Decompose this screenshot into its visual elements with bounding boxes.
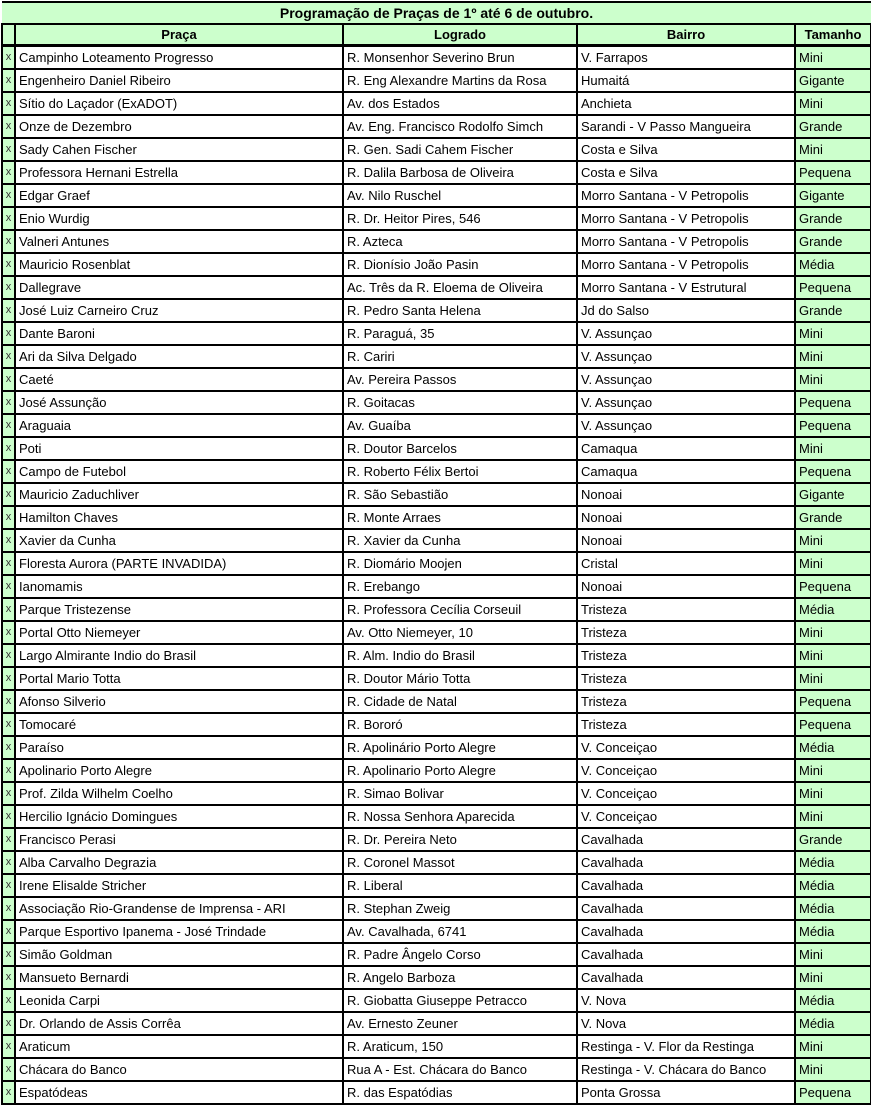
- row-marker-cell[interactable]: x: [2, 759, 15, 782]
- table-row: [2, 529, 871, 552]
- logradouro-cell: R. Azteca: [343, 230, 577, 253]
- logradouro-cell: R. Giobatta Giuseppe Petracco: [343, 989, 577, 1012]
- bairro-cell: Tristeza: [577, 644, 795, 667]
- tamanho-cell: Média: [795, 989, 871, 1012]
- row-marker-cell[interactable]: x: [2, 1012, 15, 1035]
- bairro-cell: V. Conceiçao: [577, 736, 795, 759]
- table-row: [2, 1035, 871, 1058]
- praca-cell: Dr. Orlando de Assis Corrêa: [15, 1012, 343, 1035]
- praca-cell: Simão Goldman: [15, 943, 343, 966]
- tamanho-cell: Pequena: [795, 276, 871, 299]
- table-row: [2, 69, 871, 92]
- bairro-cell: Morro Santana - V Petropolis: [577, 184, 795, 207]
- tamanho-cell: Pequena: [795, 460, 871, 483]
- praca-cell: Mansueto Bernardi: [15, 966, 343, 989]
- row-marker-cell[interactable]: x: [2, 92, 15, 115]
- logradouro-cell: R. Dr. Pereira Neto: [343, 828, 577, 851]
- bairro-cell: Tristeza: [577, 713, 795, 736]
- praca-cell: Leonida Carpi: [15, 989, 343, 1012]
- bairro-cell: Jd do Salso: [577, 299, 795, 322]
- row-marker-cell[interactable]: x: [2, 644, 15, 667]
- logradouro-cell: R. Araticum, 150: [343, 1035, 577, 1058]
- row-marker-cell[interactable]: x: [2, 138, 15, 161]
- logradouro-cell: R. Dionísio João Pasin: [343, 253, 577, 276]
- tamanho-cell: Mini: [795, 437, 871, 460]
- bairro-cell: V. Conceiçao: [577, 782, 795, 805]
- logradouro-cell: R. Dalila Barbosa de Oliveira: [343, 161, 577, 184]
- table-row: [2, 943, 871, 966]
- logradouro-cell: R. Eng Alexandre Martins da Rosa: [343, 69, 577, 92]
- table-row: [2, 828, 871, 851]
- bairro-cell: Tristeza: [577, 667, 795, 690]
- praca-cell: Poti: [15, 437, 343, 460]
- table-row: [2, 552, 871, 575]
- tamanho-cell: Grande: [795, 207, 871, 230]
- bairro-cell: Tristeza: [577, 690, 795, 713]
- logradouro-cell: Av. Pereira Passos: [343, 368, 577, 391]
- tamanho-cell: Gigante: [795, 69, 871, 92]
- bairro-cell: Morro Santana - V Estrutural: [577, 276, 795, 299]
- row-marker-cell[interactable]: x: [2, 736, 15, 759]
- tamanho-cell: Mini: [795, 644, 871, 667]
- bairro-cell: V. Nova: [577, 989, 795, 1012]
- tamanho-cell: Pequena: [795, 1081, 871, 1104]
- bairro-cell: Camaqua: [577, 460, 795, 483]
- bairro-cell: Sarandi - V Passo Mangueira: [577, 115, 795, 138]
- praca-cell: Ianomamis: [15, 575, 343, 598]
- table-row: [2, 184, 871, 207]
- logradouro-cell: R. Gen. Sadi Cahem Fischer: [343, 138, 577, 161]
- table-row: [2, 276, 871, 299]
- logradouro-cell: R. Erebango: [343, 575, 577, 598]
- logradouro-cell: R. Padre Ângelo Corso: [343, 943, 577, 966]
- table-row: [2, 138, 871, 161]
- tamanho-cell: Mini: [795, 552, 871, 575]
- bairro-cell: Restinga - V. Flor da Restinga: [577, 1035, 795, 1058]
- tamanho-cell: Mini: [795, 1035, 871, 1058]
- tamanho-cell: Gigante: [795, 483, 871, 506]
- table-row: [2, 437, 871, 460]
- logradouro-cell: Rua A - Est. Chácara do Banco: [343, 1058, 577, 1081]
- logradouro-cell: R. Paraguá, 35: [343, 322, 577, 345]
- table-row: [2, 989, 871, 1012]
- column-header-row: [2, 24, 871, 46]
- logradouro-cell: Av. Otto Niemeyer, 10: [343, 621, 577, 644]
- praca-cell: Araticum: [15, 1035, 343, 1058]
- row-marker-cell[interactable]: x: [2, 253, 15, 276]
- tamanho-cell: Mini: [795, 92, 871, 115]
- table-row: [2, 713, 871, 736]
- column-header-tamanho: Tamanho: [795, 24, 871, 46]
- table-row: [2, 782, 871, 805]
- bairro-cell: Cavalhada: [577, 943, 795, 966]
- tamanho-cell: Média: [795, 598, 871, 621]
- row-marker-cell[interactable]: x: [2, 276, 15, 299]
- logradouro-cell: R. Apolinário Porto Alegre: [343, 736, 577, 759]
- logradouro-cell: R. Monte Arraes: [343, 506, 577, 529]
- row-marker-cell[interactable]: x: [2, 828, 15, 851]
- table-row: [2, 920, 871, 943]
- pracas-table: [1, 1, 871, 1105]
- tamanho-cell: Média: [795, 736, 871, 759]
- praca-cell: Mauricio Zaduchliver: [15, 483, 343, 506]
- praca-cell: Portal Otto Niemeyer: [15, 621, 343, 644]
- praca-cell: Edgar Graef: [15, 184, 343, 207]
- tamanho-cell: Grande: [795, 230, 871, 253]
- row-marker-cell[interactable]: x: [2, 184, 15, 207]
- praca-cell: José Luiz Carneiro Cruz: [15, 299, 343, 322]
- bairro-cell: Costa e Silva: [577, 138, 795, 161]
- row-marker-cell[interactable]: x: [2, 782, 15, 805]
- praca-cell: Largo Almirante Indio do Brasil: [15, 644, 343, 667]
- table-row: [2, 897, 871, 920]
- praca-cell: Hercilio Ignácio Domingues: [15, 805, 343, 828]
- row-marker-cell[interactable]: x: [2, 851, 15, 874]
- table-row: [2, 805, 871, 828]
- praca-cell: Enio Wurdig: [15, 207, 343, 230]
- logradouro-cell: R. Pedro Santa Helena: [343, 299, 577, 322]
- logradouro-cell: R. Goitacas: [343, 391, 577, 414]
- logradouro-cell: R. Nossa Senhora Aparecida: [343, 805, 577, 828]
- row-marker-cell[interactable]: x: [2, 897, 15, 920]
- column-header-marker: [2, 24, 15, 46]
- table-row: [2, 161, 871, 184]
- row-marker-cell[interactable]: x: [2, 437, 15, 460]
- tamanho-cell: Mini: [795, 322, 871, 345]
- praca-cell: Onze de Dezembro: [15, 115, 343, 138]
- table-row: [2, 207, 871, 230]
- table-row: [2, 299, 871, 322]
- tamanho-cell: Mini: [795, 667, 871, 690]
- bairro-cell: Anchieta: [577, 92, 795, 115]
- table-row: [2, 115, 871, 138]
- row-marker-cell[interactable]: x: [2, 989, 15, 1012]
- logradouro-cell: Av. dos Estados: [343, 92, 577, 115]
- row-marker-cell[interactable]: x: [2, 161, 15, 184]
- logradouro-cell: R. Bororó: [343, 713, 577, 736]
- bairro-cell: Morro Santana - V Petropolis: [577, 207, 795, 230]
- bairro-cell: Cavalhada: [577, 851, 795, 874]
- table-row: [2, 460, 871, 483]
- bairro-cell: Cavalhada: [577, 920, 795, 943]
- row-marker-cell[interactable]: x: [2, 805, 15, 828]
- table-row: [2, 621, 871, 644]
- logradouro-cell: R. Coronel Massot: [343, 851, 577, 874]
- row-marker-cell[interactable]: x: [2, 299, 15, 322]
- tamanho-cell: Grande: [795, 506, 871, 529]
- logradouro-cell: Av. Nilo Ruschel: [343, 184, 577, 207]
- bairro-cell: V. Nova: [577, 1012, 795, 1035]
- bairro-cell: V. Conceiçao: [577, 805, 795, 828]
- tamanho-cell: Média: [795, 851, 871, 874]
- praca-cell: Hamilton Chaves: [15, 506, 343, 529]
- row-marker-cell[interactable]: x: [2, 713, 15, 736]
- praca-cell: Xavier da Cunha: [15, 529, 343, 552]
- row-marker-cell[interactable]: x: [2, 598, 15, 621]
- tamanho-cell: Pequena: [795, 713, 871, 736]
- praca-cell: Alba Carvalho Degrazia: [15, 851, 343, 874]
- row-marker-cell[interactable]: x: [2, 920, 15, 943]
- table-row: [2, 575, 871, 598]
- table-body: [2, 46, 871, 1105]
- praca-cell: Afonso Silverio: [15, 690, 343, 713]
- praca-cell: José Assunção: [15, 391, 343, 414]
- tamanho-cell: Mini: [795, 943, 871, 966]
- praca-cell: Dallegrave: [15, 276, 343, 299]
- bairro-cell: Cristal: [577, 552, 795, 575]
- tamanho-cell: Mini: [795, 805, 871, 828]
- bairro-cell: Nonoai: [577, 575, 795, 598]
- row-marker-cell[interactable]: x: [2, 575, 15, 598]
- tamanho-cell: Mini: [795, 782, 871, 805]
- praca-cell: Apolinario Porto Alegre: [15, 759, 343, 782]
- praca-cell: Valneri Antunes: [15, 230, 343, 253]
- bairro-cell: V. Farrapos: [577, 46, 795, 70]
- table-row: [2, 874, 871, 897]
- table-row: [2, 368, 871, 391]
- logradouro-cell: R. Cidade de Natal: [343, 690, 577, 713]
- logradouro-cell: R. Stephan Zweig: [343, 897, 577, 920]
- tamanho-cell: Grande: [795, 115, 871, 138]
- table-row: [2, 483, 871, 506]
- praca-cell: Campo de Futebol: [15, 460, 343, 483]
- tamanho-cell: Mini: [795, 46, 871, 70]
- praca-cell: Engenheiro Daniel Ribeiro: [15, 69, 343, 92]
- table-row: [2, 736, 871, 759]
- row-marker-cell[interactable]: x: [2, 966, 15, 989]
- tamanho-cell: Média: [795, 920, 871, 943]
- row-marker-cell[interactable]: x: [2, 874, 15, 897]
- praca-cell: Francisco Perasi: [15, 828, 343, 851]
- bairro-cell: Morro Santana - V Petropolis: [577, 230, 795, 253]
- row-marker-cell[interactable]: x: [2, 230, 15, 253]
- praca-cell: Caeté: [15, 368, 343, 391]
- tamanho-cell: Mini: [795, 345, 871, 368]
- table-title-row: [2, 2, 871, 24]
- logradouro-cell: Av. Guaíba: [343, 414, 577, 437]
- logradouro-cell: R. Cariri: [343, 345, 577, 368]
- logradouro-cell: R. São Sebastião: [343, 483, 577, 506]
- table-row: [2, 644, 871, 667]
- praca-cell: Sítio do Laçador (ExADOT): [15, 92, 343, 115]
- praca-cell: Dante Baroni: [15, 322, 343, 345]
- logradouro-cell: R. Monsenhor Severino Brun: [343, 46, 577, 70]
- row-marker-cell[interactable]: x: [2, 115, 15, 138]
- table-row: [2, 506, 871, 529]
- logradouro-cell: Av. Ernesto Zeuner: [343, 1012, 577, 1035]
- logradouro-cell: R. Doutor Barcelos: [343, 437, 577, 460]
- column-header-logradouro: Logrado: [343, 24, 577, 46]
- tamanho-cell: Média: [795, 1012, 871, 1035]
- tamanho-cell: Gigante: [795, 184, 871, 207]
- praca-cell: Ari da Silva Delgado: [15, 345, 343, 368]
- table-row: [2, 1058, 871, 1081]
- table-row: [2, 1012, 871, 1035]
- table-row: [2, 598, 871, 621]
- table-row: [2, 690, 871, 713]
- table-row: [2, 667, 871, 690]
- row-marker-cell[interactable]: x: [2, 483, 15, 506]
- logradouro-cell: R. Diomário Moojen: [343, 552, 577, 575]
- row-marker-cell[interactable]: x: [2, 322, 15, 345]
- table-row: [2, 851, 871, 874]
- logradouro-cell: R. Apolinario Porto Alegre: [343, 759, 577, 782]
- praca-cell: Irene Elisalde Stricher: [15, 874, 343, 897]
- bairro-cell: V. Assunçao: [577, 345, 795, 368]
- logradouro-cell: R. Alm. Indio do Brasil: [343, 644, 577, 667]
- praca-cell: Sady Cahen Fischer: [15, 138, 343, 161]
- bairro-cell: Cavalhada: [577, 966, 795, 989]
- tamanho-cell: Média: [795, 253, 871, 276]
- bairro-cell: Tristeza: [577, 621, 795, 644]
- row-marker-cell[interactable]: x: [2, 1081, 15, 1104]
- bairro-cell: Nonoai: [577, 529, 795, 552]
- tamanho-cell: Pequena: [795, 575, 871, 598]
- bairro-cell: Nonoai: [577, 506, 795, 529]
- row-marker-cell[interactable]: x: [2, 368, 15, 391]
- praca-cell: Paraíso: [15, 736, 343, 759]
- tamanho-cell: Média: [795, 874, 871, 897]
- table-row: [2, 345, 871, 368]
- row-marker-cell[interactable]: x: [2, 345, 15, 368]
- row-marker-cell[interactable]: x: [2, 943, 15, 966]
- bairro-cell: Cavalhada: [577, 828, 795, 851]
- logradouro-cell: Ac. Três da R. Eloema de Oliveira: [343, 276, 577, 299]
- tamanho-cell: Pequena: [795, 161, 871, 184]
- logradouro-cell: R. Liberal: [343, 874, 577, 897]
- praca-cell: Mauricio Rosenblat: [15, 253, 343, 276]
- tamanho-cell: Mini: [795, 1058, 871, 1081]
- table-row: [2, 966, 871, 989]
- tamanho-cell: Mini: [795, 138, 871, 161]
- table-row: [2, 92, 871, 115]
- row-marker-cell[interactable]: x: [2, 1058, 15, 1081]
- tamanho-cell: Mini: [795, 368, 871, 391]
- table-row: [2, 253, 871, 276]
- logradouro-cell: R. Xavier da Cunha: [343, 529, 577, 552]
- praca-cell: Tomocaré: [15, 713, 343, 736]
- praca-cell: Floresta Aurora (PARTE INVADIDA): [15, 552, 343, 575]
- praca-cell: Parque Tristezense: [15, 598, 343, 621]
- tamanho-cell: Pequena: [795, 414, 871, 437]
- bairro-cell: Camaqua: [577, 437, 795, 460]
- bairro-cell: Ponta Grossa: [577, 1081, 795, 1104]
- row-marker-cell[interactable]: x: [2, 46, 15, 70]
- table-row: [2, 759, 871, 782]
- table-row: [2, 414, 871, 437]
- praca-cell: Campinho Loteamento Progresso: [15, 46, 343, 70]
- bairro-cell: V. Assunçao: [577, 391, 795, 414]
- column-header-praca: Praça: [15, 24, 343, 46]
- row-marker-cell[interactable]: x: [2, 414, 15, 437]
- table-row: [2, 1081, 871, 1104]
- logradouro-cell: R. Angelo Barboza: [343, 966, 577, 989]
- bairro-cell: V. Assunçao: [577, 414, 795, 437]
- bairro-cell: Morro Santana - V Petropolis: [577, 253, 795, 276]
- praca-cell: Araguaia: [15, 414, 343, 437]
- tamanho-cell: Mini: [795, 759, 871, 782]
- bairro-cell: V. Conceiçao: [577, 759, 795, 782]
- praca-cell: Parque Esportivo Ipanema - José Trindade: [15, 920, 343, 943]
- bairro-cell: Tristeza: [577, 598, 795, 621]
- bairro-cell: Costa e Silva: [577, 161, 795, 184]
- tamanho-cell: Mini: [795, 529, 871, 552]
- row-marker-cell[interactable]: x: [2, 207, 15, 230]
- praca-cell: Prof. Zilda Wilhelm Coelho: [15, 782, 343, 805]
- logradouro-cell: Av. Eng. Francisco Rodolfo Simch: [343, 115, 577, 138]
- row-marker-cell[interactable]: x: [2, 69, 15, 92]
- tamanho-cell: Pequena: [795, 690, 871, 713]
- row-marker-cell[interactable]: x: [2, 621, 15, 644]
- row-marker-cell[interactable]: x: [2, 506, 15, 529]
- row-marker-cell[interactable]: x: [2, 690, 15, 713]
- logradouro-cell: R. Doutor Mário Totta: [343, 667, 577, 690]
- row-marker-cell[interactable]: x: [2, 529, 15, 552]
- praca-cell: Associação Rio-Grandense de Imprensa - ARI: [15, 897, 343, 920]
- bairro-cell: Cavalhada: [577, 897, 795, 920]
- bairro-cell: V. Assunçao: [577, 368, 795, 391]
- table-row: [2, 230, 871, 253]
- praca-cell: Professora Hernani Estrella: [15, 161, 343, 184]
- praca-cell: Chácara do Banco: [15, 1058, 343, 1081]
- table-row: [2, 46, 871, 70]
- row-marker-cell[interactable]: x: [2, 391, 15, 414]
- tamanho-cell: Pequena: [795, 391, 871, 414]
- tamanho-cell: Mini: [795, 966, 871, 989]
- table-row: [2, 391, 871, 414]
- tamanho-cell: Grande: [795, 299, 871, 322]
- logradouro-cell: R. Roberto Félix Bertoi: [343, 460, 577, 483]
- logradouro-cell: R. Professora Cecília Corseuil: [343, 598, 577, 621]
- row-marker-cell[interactable]: x: [2, 552, 15, 575]
- logradouro-cell: R. Dr. Heitor Pires, 546: [343, 207, 577, 230]
- tamanho-cell: Mini: [795, 621, 871, 644]
- bairro-cell: Cavalhada: [577, 874, 795, 897]
- tamanho-cell: Média: [795, 897, 871, 920]
- table-row: [2, 322, 871, 345]
- logradouro-cell: Av. Cavalhada, 6741: [343, 920, 577, 943]
- row-marker-cell[interactable]: x: [2, 1035, 15, 1058]
- row-marker-cell[interactable]: x: [2, 460, 15, 483]
- tamanho-cell: Grande: [795, 828, 871, 851]
- logradouro-cell: R. Simao Bolivar: [343, 782, 577, 805]
- bairro-cell: Humaitá: [577, 69, 795, 92]
- praca-cell: Espatódeas: [15, 1081, 343, 1104]
- logradouro-cell: R. das Espatódias: [343, 1081, 577, 1104]
- bairro-cell: Nonoai: [577, 483, 795, 506]
- bairro-cell: V. Assunçao: [577, 322, 795, 345]
- row-marker-cell[interactable]: x: [2, 667, 15, 690]
- page-title: Programação de Praças de 1º até 6 de outubro.: [2, 2, 871, 24]
- column-header-bairro: Bairro: [577, 24, 795, 46]
- praca-cell: Portal Mario Totta: [15, 667, 343, 690]
- bairro-cell: Restinga - V. Chácara do Banco: [577, 1058, 795, 1081]
